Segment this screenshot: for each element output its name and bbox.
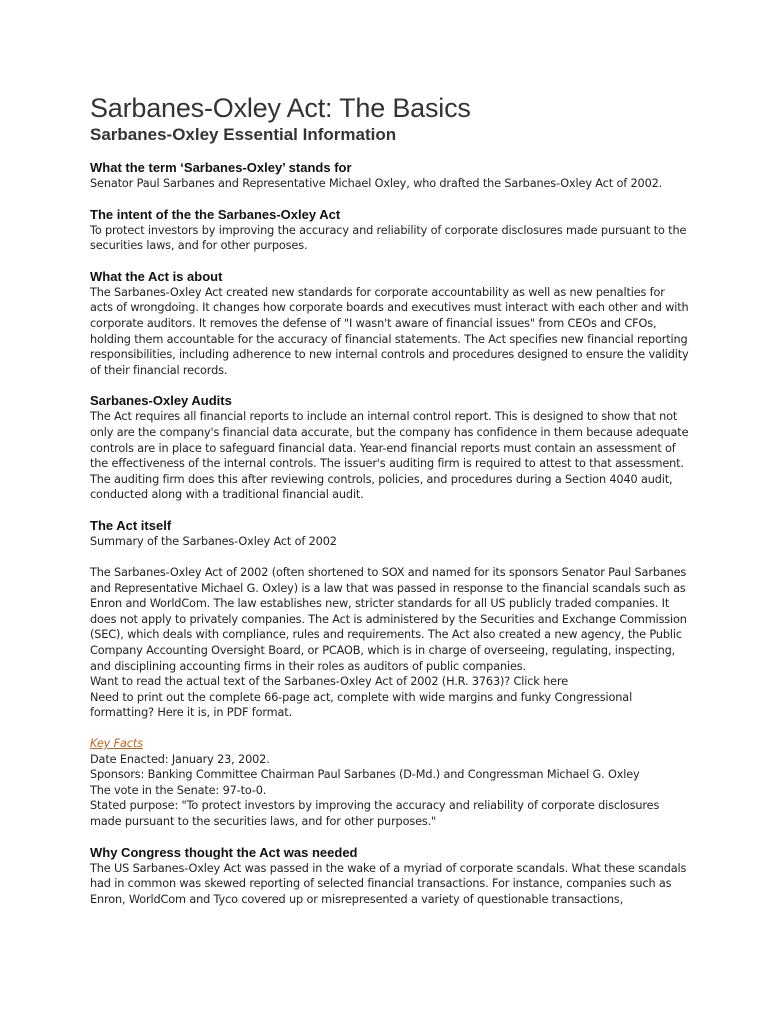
section-heading: Sarbanes-Oxley Audits	[90, 393, 232, 409]
section-key-facts	[90, 736, 690, 830]
page-subtitle: Sarbanes-Oxley Essential Information	[90, 125, 397, 144]
pdf-link[interactable]: Here it is	[157, 706, 207, 720]
section-heading: The Act itself	[90, 517, 172, 533]
document-page	[90, 92, 690, 922]
section-heading: What the Act is about	[90, 268, 223, 284]
click-here-link[interactable]: Click here	[513, 675, 568, 689]
section-intent	[90, 207, 690, 254]
key-fact-item: The vote in the Senate: 97-to-0.	[90, 783, 267, 797]
key-fact-item: Stated purpose: "To protect investors by improving the accuracy and reliability of corporate disclosures made pursuant to the securities laws, and for other purposes."	[90, 799, 660, 828]
key-facts-link[interactable]: Key Facts	[90, 737, 143, 751]
section-paragraph: Senator Paul Sarbanes and Representative Michael Oxley, who drafted the Sarbanes-Oxley Act of 2002.	[90, 177, 663, 190]
print-suffix: , in PDF format.	[206, 706, 293, 720]
act-summary-line: Summary of the Sarbanes-Oxley Act of 2002	[90, 534, 337, 548]
section-act-itself	[90, 518, 690, 721]
key-fact-item: Date Enacted: January 23, 2002.	[90, 752, 270, 766]
section-paragraph: The Sarbanes-Oxley Act created new standards for corporate accountability as well as new penalties for acts of wrongdoing. It changes how corporate boards and executives must interact with each other and with corporate auditors. It removes the defense of "I wasn't aware of financial issues" from CEOs and CFOs, holding them accountable for the accuracy of financial statements. The Act specifies new financial reporting responsibilities, including adherence to new internal controls and procedures designed to ensure the validity of their financial records.	[90, 285, 689, 377]
section-term-meaning	[90, 160, 690, 192]
read-text-prefix: Want to read the actual text of the Sarbanes-Oxley Act of 2002 (H.R. 3763)?	[90, 675, 514, 689]
section-why-needed	[90, 845, 690, 908]
section-paragraph: The US Sarbanes-Oxley Act was passed in the wake of a myriad of corporate scandals. What these scandals had in common was skewed reporting of selected financial transactions. For instance, companies such as Enron, WorldCom and Tyco covered up or misrepresented a variety of questionable transactions,	[90, 861, 687, 906]
key-fact-item: Sponsors: Banking Committee Chairman Paul Sarbanes (D-Md.) and Congressman Michael G. Oxley	[90, 768, 640, 782]
section-heading: What the term ‘Sarbanes-Oxley’ stands for	[90, 160, 352, 175]
print-prefix: Need to print out the complete 66-page act, complete with wide margins and funky Congressional formatting?	[90, 690, 633, 720]
print-line	[90, 690, 690, 721]
blank-line	[90, 550, 690, 566]
section-audits	[90, 393, 690, 503]
section-act-about	[90, 269, 690, 379]
section-heading: The intent of the the Sarbanes-Oxley Act	[90, 206, 341, 222]
section-heading: Why Congress thought the Act was needed	[90, 844, 358, 860]
page-title: Sarbanes-Oxley Act: The Basics	[90, 93, 471, 123]
act-body-paragraph: The Sarbanes-Oxley Act of 2002 (often shortened to SOX and named for its sponsors Senator Paul Sarbanes and Representative Michael G. Oxley) is a law that was passed in response to the financial scandals such as Enron and WorldCom. The law establishes new, stricter standards for all US publicly traded companies. It does not apply to privately companies. The Act is administered by the Securities and Exchange Commission (SEC), which deals with compliance, rules and requirements. The Act also created a new agency, the Public Company Accounting Oversight Board, or PCAOB, which is in charge of overseeing, regulating, inspecting, and disciplining accounting firms in their roles as auditors of public companies.	[90, 566, 687, 673]
read-text-line	[90, 674, 690, 690]
section-paragraph: The Act requires all financial reports to include an internal control report. This is designed to show that not only are the company's financial data accurate, but the company has confidence in them because adequate controls are in place to safeguard financial data. Year-end financial reports must contain an assessment of the effectiveness of the internal controls. The issuer's auditing firm is required to attest to that assessment. The auditing firm does this after reviewing controls, policies, and procedures during a Section 4040 audit, conducted along with a traditional financial audit.	[90, 410, 689, 502]
section-paragraph: To protect investors by improving the accuracy and reliability of corporate disclosures made pursuant to the securities laws, and for other purposes.	[90, 223, 687, 253]
